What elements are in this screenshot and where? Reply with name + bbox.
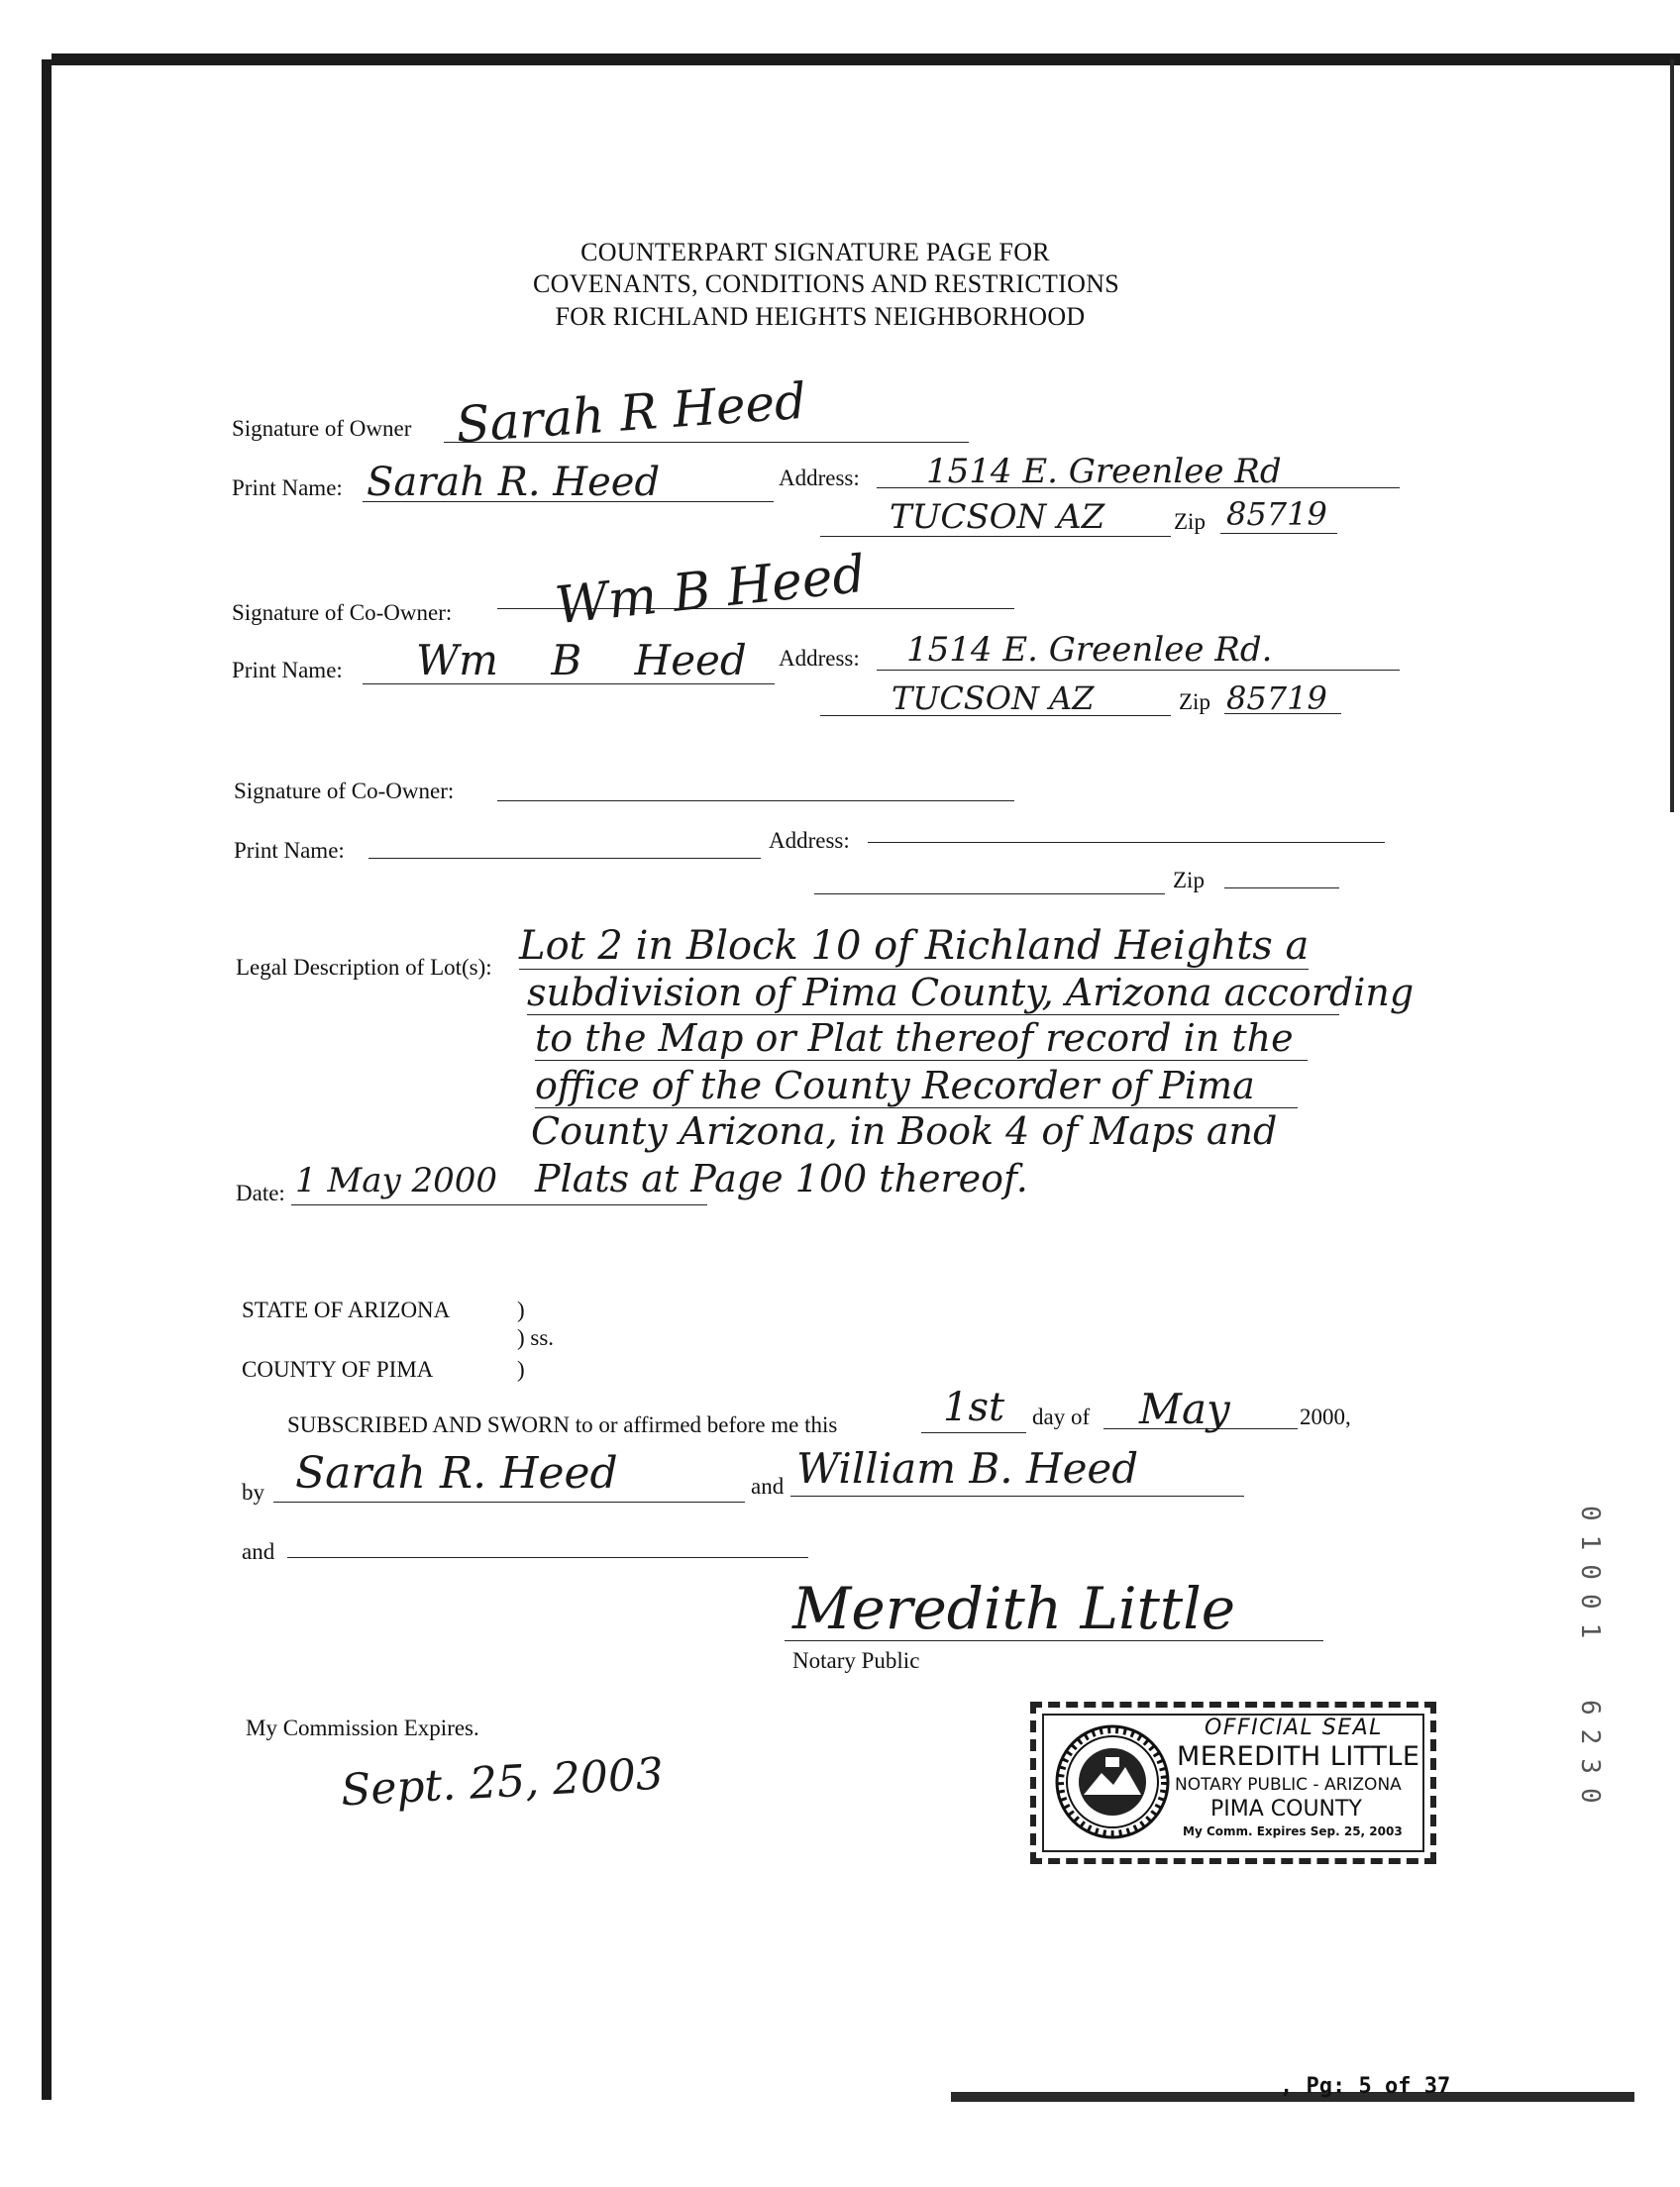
sworn-day: 1st [943,1385,1005,1430]
date-value: 1 May 2000 [295,1161,498,1200]
owner-print-name: Sarah R. Heed [367,460,661,505]
coowner2-zip-label: Zip [1173,868,1205,892]
sworn-and2-line [287,1557,808,1558]
coowner1-print-name: Wm B Heed [416,636,747,684]
owner-signature-label: Signature of Owner [232,416,412,441]
owner-zip: 85719 [1226,495,1327,533]
sworn-day-of: day of [1032,1405,1091,1429]
coowner1-signature-label: Signature of Co-Owner: [232,600,453,625]
sworn-by-label: by [242,1480,264,1505]
margin-stamp-top: 01001 [1575,1506,1605,1653]
sworn-by-line-2 [790,1496,1244,1497]
venue-county: COUNTY OF PIMA [242,1357,434,1382]
scan-border-top [52,53,1680,65]
seal-line-5: My Comm. Expires Sep. 25, 2003 [1183,1824,1403,1838]
sworn-text: SUBSCRIBED AND SWORN to or affirmed before me this [287,1412,838,1437]
coowner1-signature: Wm B Heed [552,544,869,637]
legal-description-line: office of the County Recorder of Pima [535,1064,1255,1107]
legal-description-line: to the Map or Plat thereof record in the [535,1016,1294,1060]
notary-signature-line [785,1640,1323,1641]
owner-signature: Sarah R Heed [454,371,808,455]
owner-print-name-label: Print Name: [232,475,343,500]
owner-zip-label: Zip [1174,509,1206,534]
coowner2-address-label: Address: [769,828,850,853]
date-label: Date: [236,1181,285,1205]
owner-address-2: TUCSON AZ [890,497,1105,537]
sworn-by-name-2: William B. Heed [796,1444,1139,1493]
coowner1-zip: 85719 [1226,679,1327,717]
seal-line-2: MEREDITH LITTLE [1177,1741,1420,1772]
coowner1-address-1: 1514 E. Greenlee Rd. [906,630,1273,670]
venue-state: STATE OF ARIZONA [242,1298,451,1322]
notary-signature: Meredith Little [792,1575,1236,1642]
legal-description-line: subdivision of Pima County, Arizona according [527,971,1415,1014]
coowner1-address-label: Address: [779,646,860,671]
seal-line-3: NOTARY PUBLIC - ARIZONA [1175,1775,1402,1795]
scan-border-left [42,59,52,2100]
coowner2-zip-line [1224,887,1339,888]
page-number: , Pg: 5 of 37 [1280,2074,1451,2099]
sworn-by-line-1 [273,1502,745,1503]
coowner1-address-2: TUCSON AZ [892,679,1095,717]
coowner2-signature-line [497,800,1014,801]
coowner2-signature-label: Signature of Co-Owner: [234,779,455,803]
scan-border-right [1670,59,1674,812]
coowner2-print-name-line [368,858,761,859]
legal-description-line: County Arizona, in Book 4 of Maps and [531,1109,1278,1153]
date-line [291,1204,707,1205]
venue-ss: ) ss. [517,1325,555,1350]
page-title-line-3: FOR RICHLAND HEIGHTS NEIGHBORHOOD [555,302,1086,331]
owner-address-1: 1514 E. Greenlee Rd [926,452,1282,491]
commission-label: My Commission Expires. [246,1716,479,1740]
coowner2-address-line-1 [868,842,1385,843]
owner-zip-line [1220,533,1337,534]
sworn-day-line [921,1432,1026,1433]
venue-paren-2: ) [517,1357,525,1382]
legal-description-label: Legal Description of Lot(s): [236,955,492,980]
sworn-and2-label: and [242,1539,275,1564]
legal-underline-2 [527,1014,1339,1015]
seal-line-1: OFFICIAL SEAL [1205,1716,1383,1740]
sworn-year: 2000, [1300,1405,1351,1429]
coowner1-zip-label: Zip [1179,689,1210,714]
arizona-seal-emblem-icon [1054,1723,1171,1840]
notary-label: Notary Public [792,1648,920,1673]
legal-description-line: Plats at Page 100 thereof. [535,1157,1028,1200]
coowner1-print-name-label: Print Name: [232,658,343,682]
legal-underline-3 [535,1060,1308,1061]
coowner2-print-name-label: Print Name: [234,838,345,863]
sworn-by-name-1: Sarah R. Heed [295,1448,618,1499]
owner-address-label: Address: [779,466,860,490]
notary-seal [1030,1702,1436,1864]
legal-description-line: Lot 2 in Block 10 of Richland Heights a [519,923,1310,969]
commission-date: Sept. 25, 2003 [339,1748,666,1817]
seal-line-4: PIMA COUNTY [1210,1797,1362,1822]
sworn-month: May [1139,1385,1230,1433]
coowner1-address-line-1 [877,670,1400,671]
legal-underline-4 [535,1107,1298,1108]
page-title-line-2: COVENANTS, CONDITIONS AND RESTRICTIONS [532,269,1120,298]
page-title-line-1: COUNTERPART SIGNATURE PAGE FOR [580,238,1050,266]
sworn-and-label: and [751,1474,785,1499]
venue-paren-1: ) [517,1298,525,1322]
coowner2-address-line-2 [814,893,1165,894]
margin-stamp-bottom: 6230 [1575,1700,1605,1818]
